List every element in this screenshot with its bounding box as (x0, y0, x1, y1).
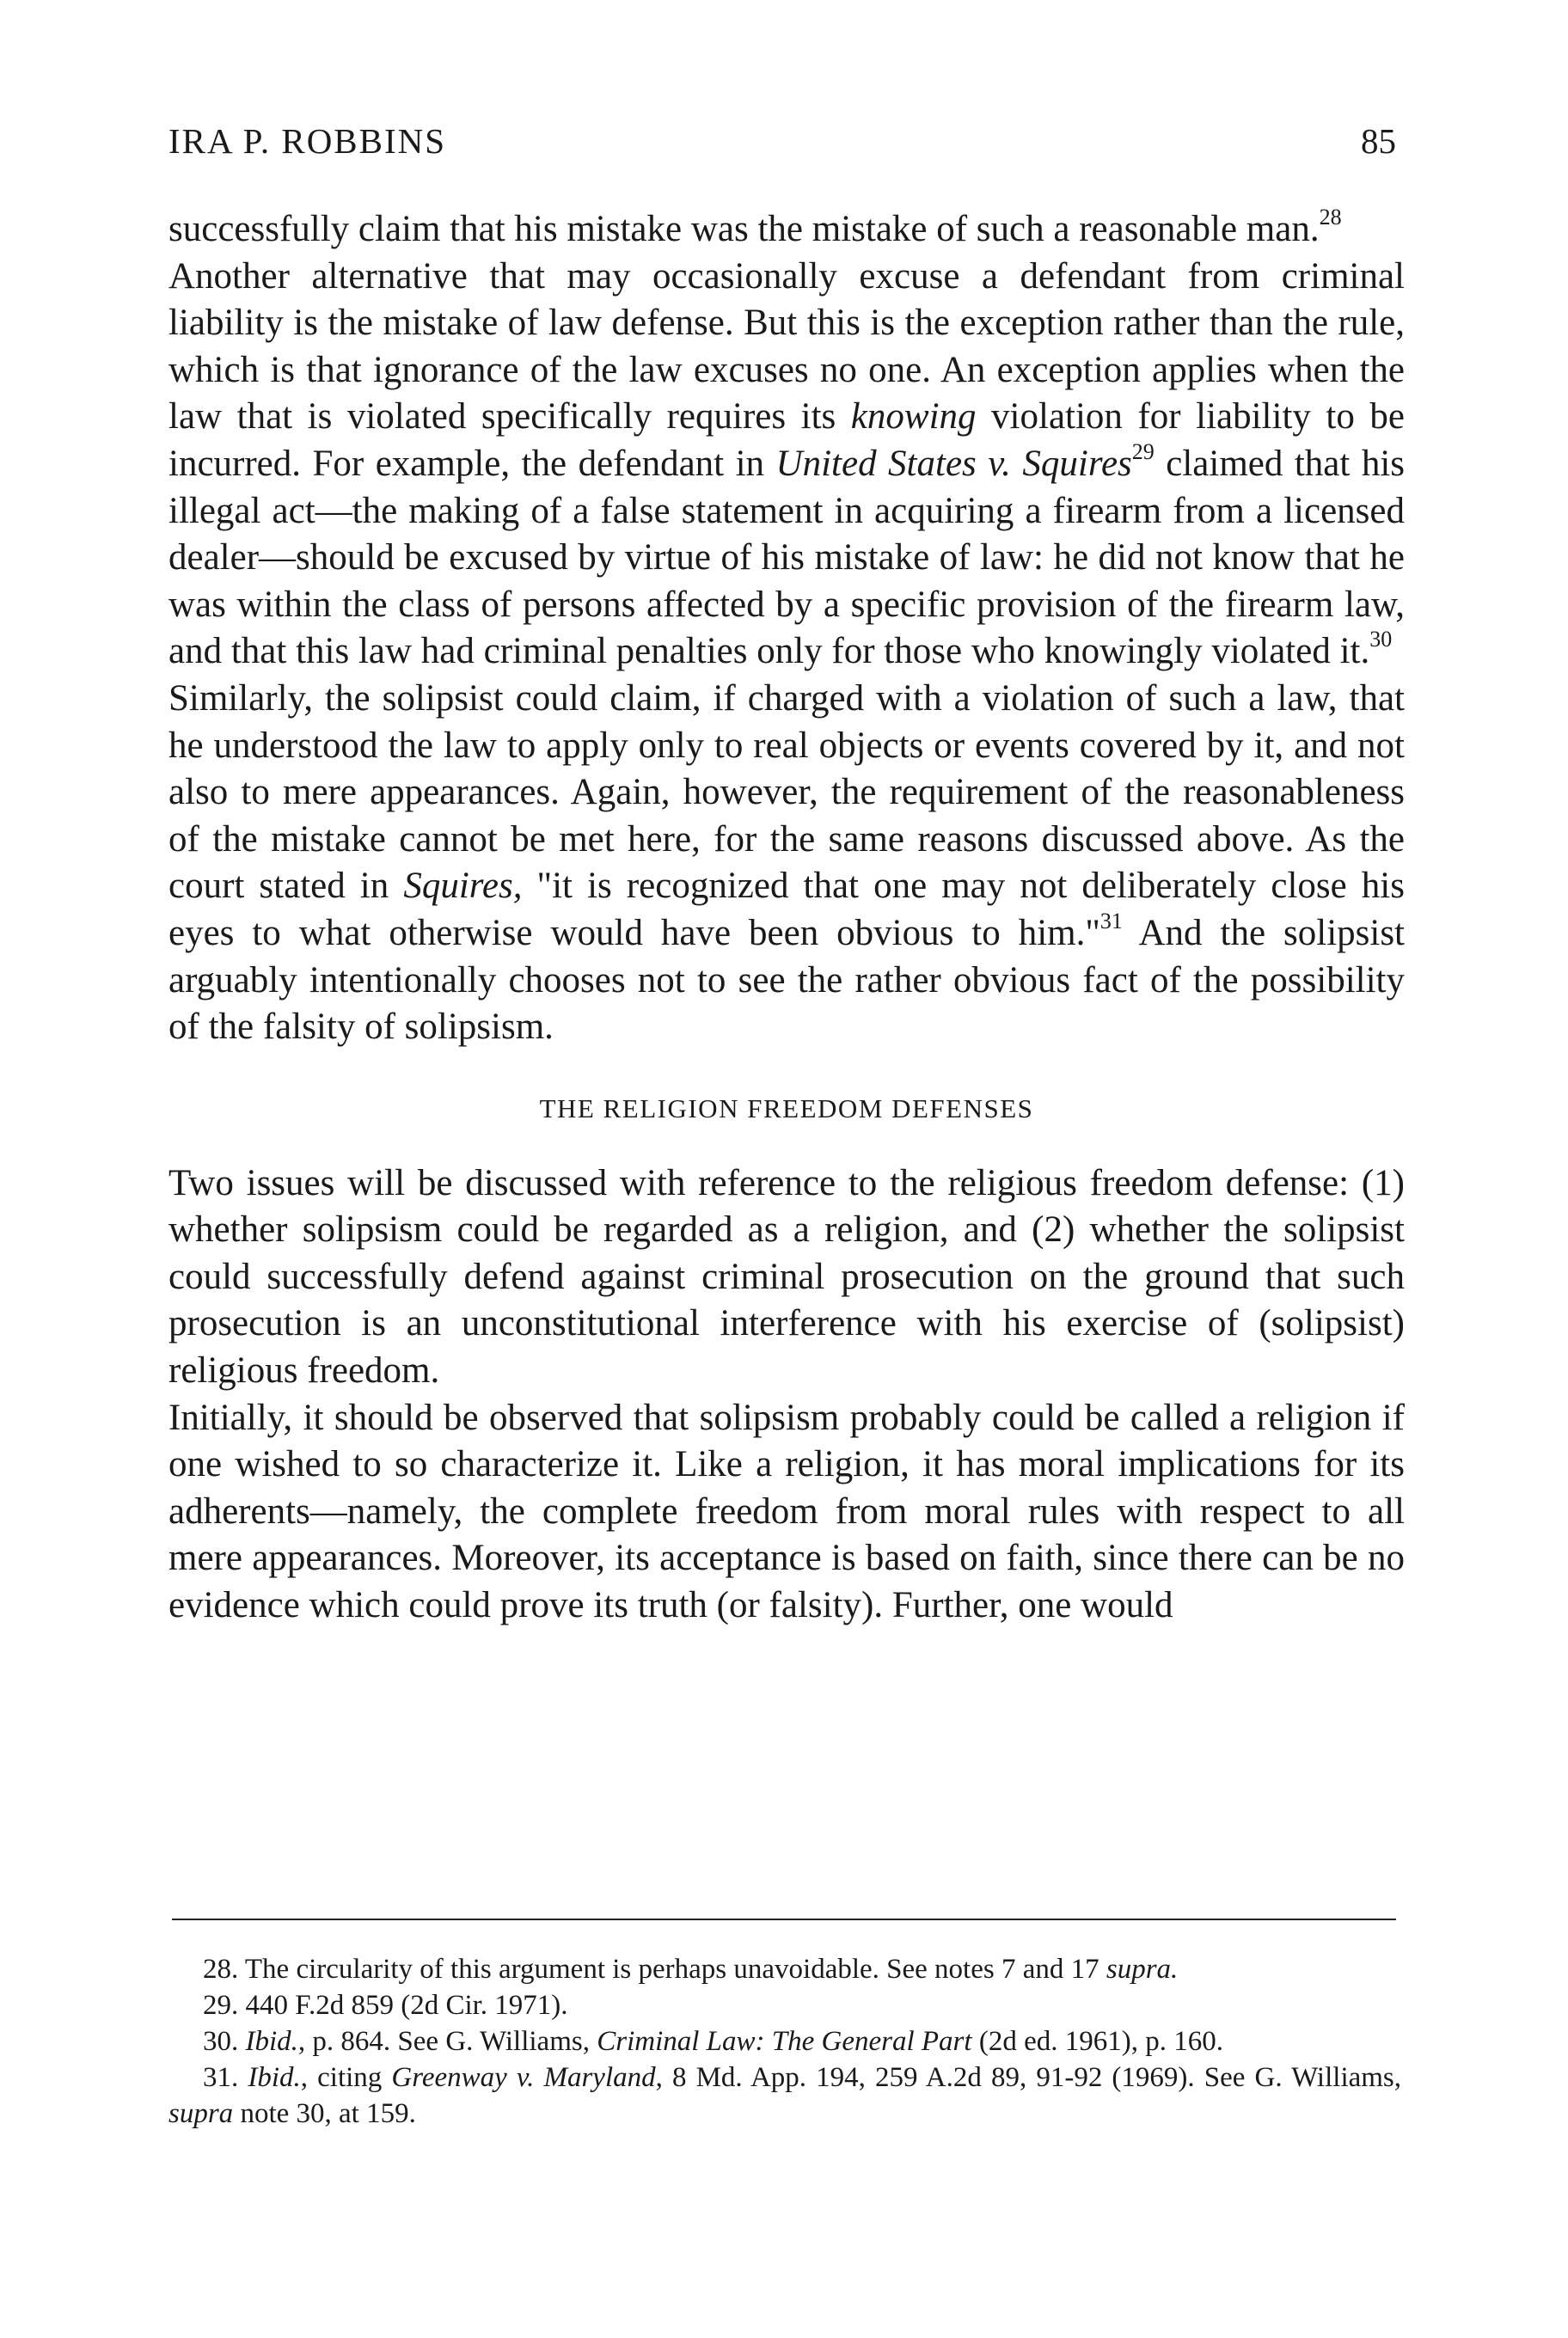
footnote-book-title: Criminal Law: The General Part (597, 2026, 972, 2057)
footnote-ref-30[interactable]: 30 (1369, 627, 1393, 652)
footnotes (168, 1951, 1401, 2132)
footnote-text: 28. The circularity of this argument is perhaps unavoidable. See notes 7 and 17 (203, 1954, 1106, 1985)
running-head (168, 120, 1396, 172)
text-run: Initially, it should be observed that solipsism probably could be called a religion if one wished to so characterize it. Like a religion, it has moral implications for its adherents—namely, the complete freedom from moral rules with respect to all mere appearances. Moreover, its acceptance is based on faith, since there can be no evidence which could prove its truth (or falsity). Further, one would (168, 1397, 1405, 1626)
footnote-text: 29. 440 F.2d 859 (2d Cir. 1971). (203, 1990, 568, 2021)
footnote-case-name: Greenway v. Maryland (391, 2062, 656, 2093)
footnote-ref-28[interactable]: 28 (1319, 204, 1342, 230)
footnote-text: (2d ed. 1961), p. 160. (971, 2026, 1223, 2057)
text-run: successfully claim that his mistake was the mistake of such a reasonable man. (168, 209, 1320, 249)
footnote-29 (168, 1987, 1401, 2023)
footnote-text: note 30, at 159. (233, 2098, 416, 2129)
page-number: 85 (1361, 121, 1396, 161)
text-run: "it is recognized that one may not deliberately close his eyes to what otherwise would have been obvious to him." (168, 866, 1405, 953)
running-head-author: IRA P. ROBBINS (168, 121, 447, 161)
footnote-31 (168, 2060, 1401, 2132)
footnote-30 (168, 2023, 1401, 2060)
text-run: Two issues will be discussed with reference to the religious freedom defense: (1) whether solipsism could be regarded as a religion, and (2) whether the solipsist could successfully defend against criminal prosecution on the ground that such prosecution is an unconstitutional interference with his exercise of (solipsist) religious freedom. (168, 1162, 1405, 1392)
footnote-text: , citing (300, 2062, 392, 2093)
footnote-text: , 8 Md. App. 194, 259 A.2d 89, 91-92 (1969). See G. Williams, (655, 2062, 1402, 2093)
footnote-separator (172, 1919, 1396, 1920)
paragraph-1 (168, 206, 1405, 254)
footnote-ref-29[interactable]: 29 (1131, 438, 1155, 464)
text-run: violation for liability to be incurred. For example, the defendant in (168, 396, 1405, 484)
footnote-italic: Ibid. (245, 2026, 298, 2057)
footnote-italic: supra (168, 2098, 234, 2129)
footnote-text: 30. (203, 2026, 246, 2057)
text-run: And the solipsist arguably intentionally chooses not to see the rather obvious fact of the possibility of the falsity of solipsism. (168, 912, 1406, 1048)
paragraph-4 (168, 1160, 1405, 1395)
text-run: claimed that his illegal act—the making of a false statement in acquiring a firearm from a licensed dealer—should be excused by virtue of his mistake of law: he did not know that he was within the class of persons affected by a specific provision of the firearm law, and that this law had criminal penalties only for those who knowingly violated it. (168, 443, 1405, 672)
section-heading: THE RELIGION FREEDOM DEFENSES (539, 1092, 1034, 1123)
footnote-text: 31. (203, 2062, 248, 2093)
paragraph-2 (168, 254, 1405, 676)
footnote-italic: supra. (1106, 1954, 1179, 1985)
case-name-squires: United States v. Squires (775, 443, 1132, 484)
footnote-italic: Ibid. (248, 2062, 301, 2093)
footnote-28 (168, 1951, 1401, 1987)
emphasis-knowing: knowing (850, 396, 977, 438)
case-name-short: Squires, (403, 866, 523, 907)
body-text (168, 206, 1405, 1630)
footnote-text: , p. 864. See G. Williams, (297, 2026, 597, 2057)
paragraph-5 (168, 1395, 1405, 1630)
footnote-ref-31[interactable]: 31 (1099, 908, 1123, 933)
text-run: Another alternative that may occasionally excuse a defendant from criminal liability is the mistake of law defense. But this is the exception rather than the rule, which is that ignorance of the law excuses no one. An exception applies when the law that is violated specifically requires its (168, 255, 1405, 438)
paragraph-3 (168, 676, 1405, 1051)
text-run: Similarly, the solipsist could claim, if charged with a violation of such a law, that he understood the law to apply only to real objects or events covered by it, and not also to mere appearances. Again, however, the requirement of the reasonableness of the mistake cannot be met here, for the same reasons discussed above. As the court stated in (168, 677, 1405, 907)
